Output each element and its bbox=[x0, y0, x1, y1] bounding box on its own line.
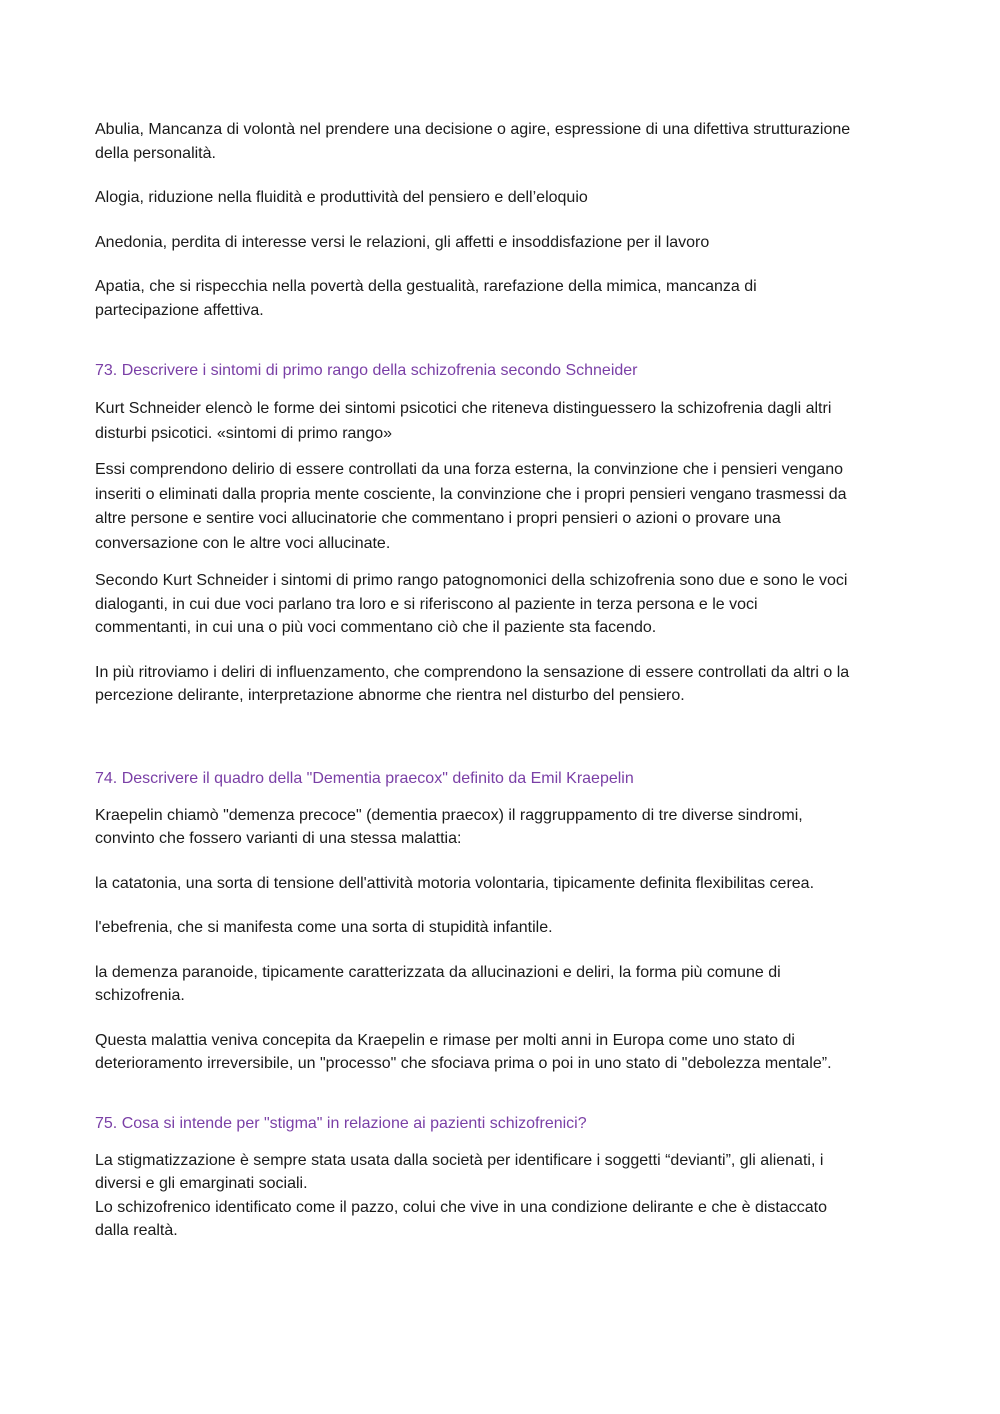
text-line: schizofrenia. bbox=[95, 987, 185, 1004]
text-line: della personalità. bbox=[95, 144, 216, 162]
text-line: Kraepelin chiamò "demenza precoce" (dementia praecox) il raggruppamento di tre diverse sindromi, bbox=[95, 806, 803, 824]
text-line: Questa malattia veniva concepita da Kraepelin e rimase per molti anni in Europa come uno stato di bbox=[95, 1031, 795, 1049]
text-line: Essi comprendono delirio di essere controllati da una forza esterna, la convinzione che i pensieri vengano bbox=[95, 461, 843, 478]
paragraph-apatia bbox=[95, 275, 910, 322]
paragraph-abulia bbox=[95, 118, 910, 165]
text-line: La stigmatizzazione è sempre stata usata dalla società per identificare i soggetti “devianti”, gli alienati, i bbox=[95, 1151, 824, 1169]
q73-paragraph-2 bbox=[95, 458, 910, 556]
heading-question-74: 74. Descrivere il quadro della "Dementia praecox" definito da Emil Kraepelin bbox=[95, 769, 634, 787]
text-line: In più ritroviamo i deliri di influenzamento, che comprendono la sensazione di essere controllati da altri o la bbox=[95, 663, 850, 681]
text-line: dalla realtà. bbox=[95, 1222, 178, 1239]
text-line: diversi e gli emarginati sociali. bbox=[95, 1175, 308, 1192]
text-line: altre persone e sentire voci allucinatorie che commentano i propri pensieri o azioni o provare una bbox=[95, 510, 781, 527]
text-line: deterioramento irreversibile, un "processo" che sfociava prima o poi in uno stato di "debolezza mentale”. bbox=[95, 1055, 832, 1072]
text-line: partecipazione affettiva. bbox=[95, 301, 264, 319]
q73-paragraph-3 bbox=[95, 569, 910, 640]
q74-paragraph-2: la catatonia, una sorta di tensione dell'attività motoria volontaria, tipicamente definita flexibilitas cerea. bbox=[95, 874, 815, 892]
text-line: Abulia, Mancanza di volontà nel prendere una decisione o agire, espressione di una difettiva strutturazione bbox=[95, 121, 851, 138]
text-line: conversazione con le altre voci allucinate. bbox=[95, 534, 391, 552]
text-line: Kurt Schneider elencò le forme dei sintomi psicotici che riteneva distinguessero la schizofrenia dagli altri bbox=[95, 400, 832, 417]
document-page bbox=[95, 118, 910, 1243]
text-line: Lo schizofrenico identificato come il pazzo, colui che vive in una condizione delirante e che è distaccato bbox=[95, 1198, 827, 1216]
text-line: disturbi psicotici. «sintomi di primo rango» bbox=[95, 424, 393, 442]
q74-paragraph-1 bbox=[95, 804, 910, 851]
text-line: convinto che fossero varianti di una stessa malattia: bbox=[95, 830, 462, 847]
q74-paragraph-4 bbox=[95, 961, 910, 1008]
heading-question-73: 73. Descrivere i sintomi di primo rango della schizofrenia secondo Schneider bbox=[95, 362, 638, 379]
text-line: la demenza paranoide, tipicamente caratterizzata da allucinazioni e deliri, la forma più comune di bbox=[95, 963, 781, 981]
q75-paragraph-1 bbox=[95, 1149, 910, 1243]
heading-question-75: 75. Cosa si intende per "stigma" in relazione ai pazienti schizofrenici? bbox=[95, 1114, 587, 1132]
q74-paragraph-3: l'ebefrenia, che si manifesta come una sorta di stupidità infantile. bbox=[95, 919, 553, 936]
text-line: Secondo Kurt Schneider i sintomi di primo rango patognomonici della schizofrenia sono due e sono le voci bbox=[95, 572, 848, 589]
paragraph-anedonia: Anedonia, perdita di interesse versi le relazioni, gli affetti e insoddisfazione per il lavoro bbox=[95, 233, 710, 251]
text-line: dialoganti, in cui due voci parlano tra loro e si riferiscono al paziente in terza persona e le voci bbox=[95, 595, 758, 613]
paragraph-alogia: Alogia, riduzione nella fluidità e produttività del pensiero e dell’eloquio bbox=[95, 189, 588, 206]
text-line: Apatia, che si rispecchia nella povertà della gestualità, rarefazione della mimica, mancanza di bbox=[95, 278, 757, 295]
text-line: inseriti o eliminati dalla propria mente cosciente, la convinzione che i propri pensieri vengano trasmessi da bbox=[95, 485, 847, 503]
q73-paragraph-1 bbox=[95, 397, 910, 446]
q73-paragraph-4 bbox=[95, 661, 910, 708]
text-line: percezione delirante, interpretazione abnorme che rientra nel disturbo del pensiero. bbox=[95, 687, 685, 704]
text-line: commentanti, in cui una o più voci commentano ciò che il paziente sta facendo. bbox=[95, 619, 657, 636]
q74-paragraph-5 bbox=[95, 1029, 910, 1076]
